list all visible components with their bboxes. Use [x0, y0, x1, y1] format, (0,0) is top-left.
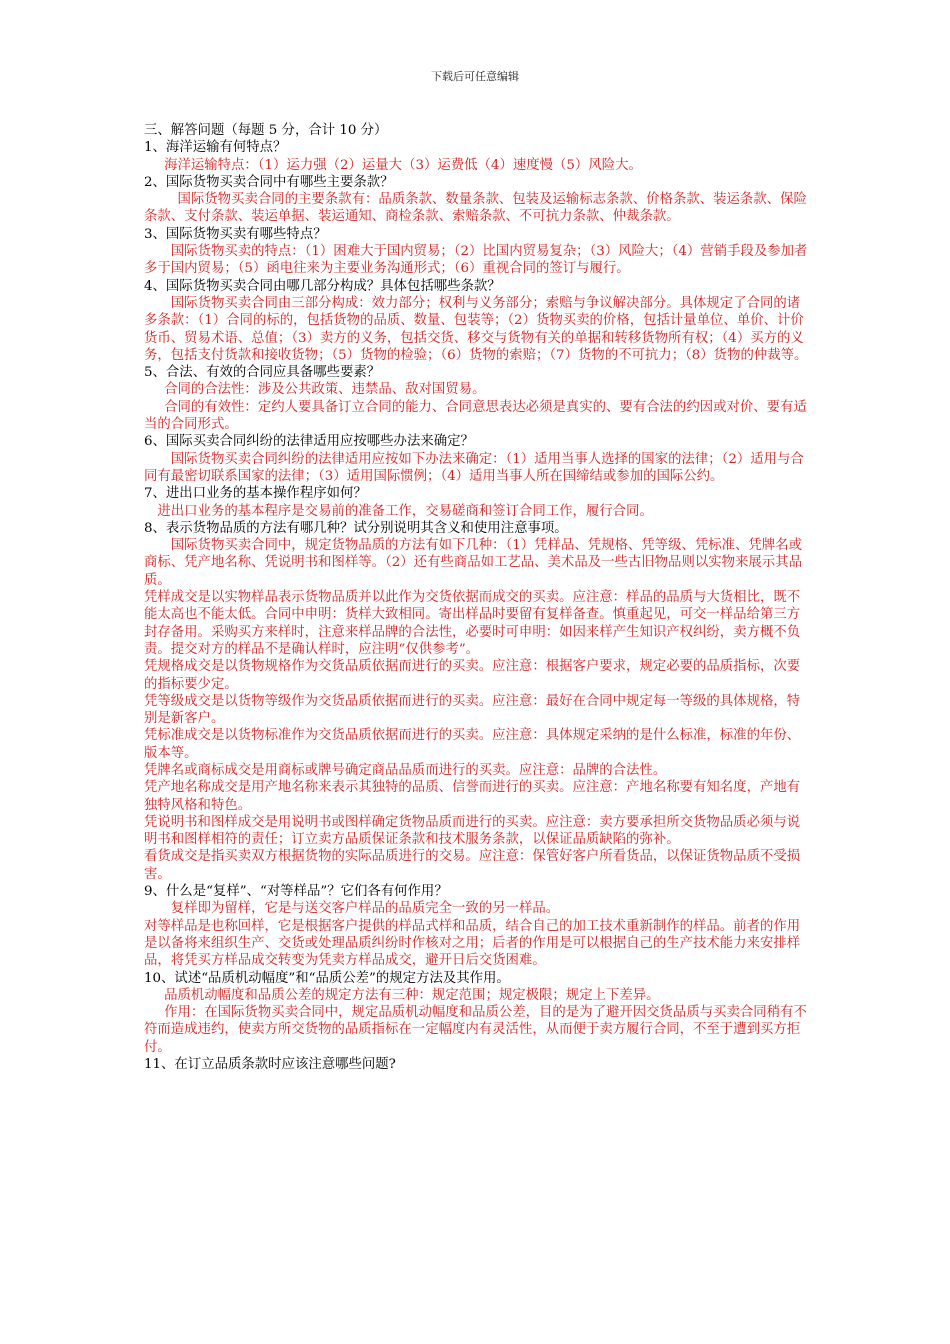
section-title: 三、解答问题（每题 5 分，合计 10 分） [144, 123, 388, 138]
answer-5-legality: 合同的合法性：涉及公共政策、违禁品、敌对国贸易。 [164, 382, 486, 398]
answer-8-spec: 凭规格成交是以货物规格作为交货品质依据而进行的买卖。应注意：根据客户要求，规定必要的品质指标，次要的指标要少定。 [144, 659, 801, 692]
answer-1: 海洋运输特点：（1）运力强（2）运量大（3）运费低（4）速度慢（5）风险大。 [164, 157, 642, 173]
answer-6: 国际货物买卖合同纠纷的法律适用应按如下办法来确定：（1）适用当事人选择的国家的法律；（2）适用与合同有最密切联系国家的法律；（3）适用国际惯例；（4）适用当事人所在国缔结或参加的国际公约。 [144, 451, 804, 484]
answer-10-methods: 品质机动幅度和品质公差的规定方法有三种：规定范围；规定极限；规定上下差异。 [164, 987, 660, 1003]
answer-8-standard: 凭标准成交是以货物标准作为交货品质依据而进行的买卖。应注意：具体规定采纳的是什么标准，标准的年份、版本等。 [144, 728, 801, 761]
answer-4: 国际货物买卖合同由三部分构成：效力部分；权利与义务部分；索赔与争议解决部分。具体规定了合同的诸多条款：（1）合同的标的，包括货物的品质、数量、包装等；（2）货物买卖的价格，包括计量单位、单价、计价货币、贸易术语、总值；（3）卖方的义务，包括交货、移交与货物有关的单据和转移货物所有权；（4）买方的义务，包括支付货款和接收货物；（5）货物的检验；（6）货物的索赔；（7）货物的不可抗力；（8）货物的仲裁等。 [144, 295, 808, 363]
answer-5-validity: 合同的有效性：定约人要具备订立合同的能力、合同意思表达必须是真实的、要有合法的约因或对价、要有适当的合同形式。 [144, 399, 807, 433]
question-1: 1、海洋运输有何特点？ [144, 140, 287, 156]
answer-8-grade: 凭等级成交是以货物等级作为交货品质依据而进行的买卖。应注意：最好在合同中规定每一等级的具体规格，特别是新客户。 [144, 693, 801, 727]
answer-7: 进出口业务的基本程序是交易前的准备工作，交易磋商和签订合同工作，履行合同。 [157, 503, 653, 519]
question-7: 7、进出口业务的基本操作程序如何？ [144, 486, 367, 502]
question-11: 11、在订立品质条款时应该注意哪些问题? [144, 1057, 396, 1073]
question-2: 2、国际货物买卖合同中有哪些主要条款？ [144, 174, 394, 190]
question-10: 10、试述“品质机动幅度”和“品质公差”的规定方法及其作用。 [144, 970, 510, 986]
question-6: 6、国际买卖合同纠纷的法律适用应按哪些办法来确定？ [144, 434, 474, 450]
answer-8-description: 凭说明书和图样成交是用说明书或图样确定货物品质而进行的买卖。应注意：卖方要承担所交货物品质必须与说明书和图样相符的责任；订立卖方品质保证条款和技术服务条款，以保证品质缺陷的弥补。 [144, 814, 801, 848]
question-3: 3、国际货物买卖有哪些特点？ [144, 226, 327, 242]
document-body [144, 122, 808, 1073]
answer-8-sample: 凭样成交是以实物样品表示货物品质并以此作为交货依据而成交的买卖。应注意：样品的品质与大货相比，既不能太高也不能太低。合同中申明：货样大致相同。寄出样品时要留有复样备查。慎重起见，可交一样品给第三方封存备用。采购买方来样时，注意来样品牌的合法性，必要时可申明：如因来样产生知识产权纠纷，卖方概不负责。提交对方的样品不是确认样时，应注明“仅供参考”。 [144, 590, 801, 657]
question-9: 9、什么是“复样”、“对等样品”？它们各有何作用？ [144, 884, 448, 900]
answer-8-origin: 凭产地名称成交是用产地名称来表示其独特的品质、信誉而进行的买卖。应注意：产地名称要有知名度，产地有独特风格和特色。 [144, 780, 801, 813]
answer-9-duplicate: 复样即为留样，它是与送交客户样品的品质完全一致的另一样品。 [170, 901, 560, 917]
question-8: 8、表示货物品质的方法有哪几种？试分别说明其含义和使用注意事项。 [144, 520, 568, 536]
answer-3: 国际货物买卖的特点：（1）困难大于国内贸易；（2）比国内贸易复杂；（3）风险大；（4）营销手段及参加者多于国内贸易；（5）函电往来为主要业务沟通形式；（6）重视合同的签订与履行。 [144, 244, 808, 277]
question-4: 4、国际货物买卖合同由哪几部分构成？具体包括哪些条款？ [144, 278, 501, 294]
question-5: 5、合法、有效的合同应具备哪些要素？ [144, 365, 381, 381]
answer-10-purpose: 作用：在国际货物买卖合同中，规定品质机动幅度和品质公差，目的是为了避开因交货品质与买卖合同稍有不符而造成违约，使卖方所交货物的品质指标在一定幅度内有灵活性，从而便于卖方履行合同，不至于遭到买方拒付。 [144, 1005, 807, 1055]
answer-8-brand: 凭牌名或商标成交是用商标或牌号确定商品品质而进行的买卖。应注意：品牌的合法性。 [144, 762, 667, 778]
answer-9-counter: 对等样品是也称回样，它是根据客户提供的样品式样和品质，结合自己的加工技术重新制作的样品。前者的作用是以备将来组织生产、交货或处理品质纠纷时作核对之用；后者的作用是可以根据自己的生产技术能力来安排样品，将凭买方样品成交转变为凭卖方样品成交，避开日后交货困难。 [144, 918, 801, 969]
answer-8-intro: 国际货物买卖合同中，规定货物品质的方法有如下几种：（1）凭样品、凭规格、凭等级、凭标准、凭牌名或商标、凭产地名称、凭说明书和图样等。（2）还有些商品如工艺品、美术品及一些古旧物品则以实物来展示其品质。 [144, 538, 802, 588]
answer-2: 国际货物买卖合同的主要条款有：品质条款、数量条款、包装及运输标志条款、价格条款、装运条款、保险条款、支付条款、装运单据、装运通知、商检条款、索赔条款、不可抗力条款、仲裁条款。 [144, 192, 807, 225]
answer-8-inspection: 看货成交是指买卖双方根据货物的实际品质进行的交易。应注意：保管好客户所看货品，以保证货物品质不受损害。 [144, 849, 801, 882]
page-header: 下载后可任意编辑 [431, 70, 519, 83]
